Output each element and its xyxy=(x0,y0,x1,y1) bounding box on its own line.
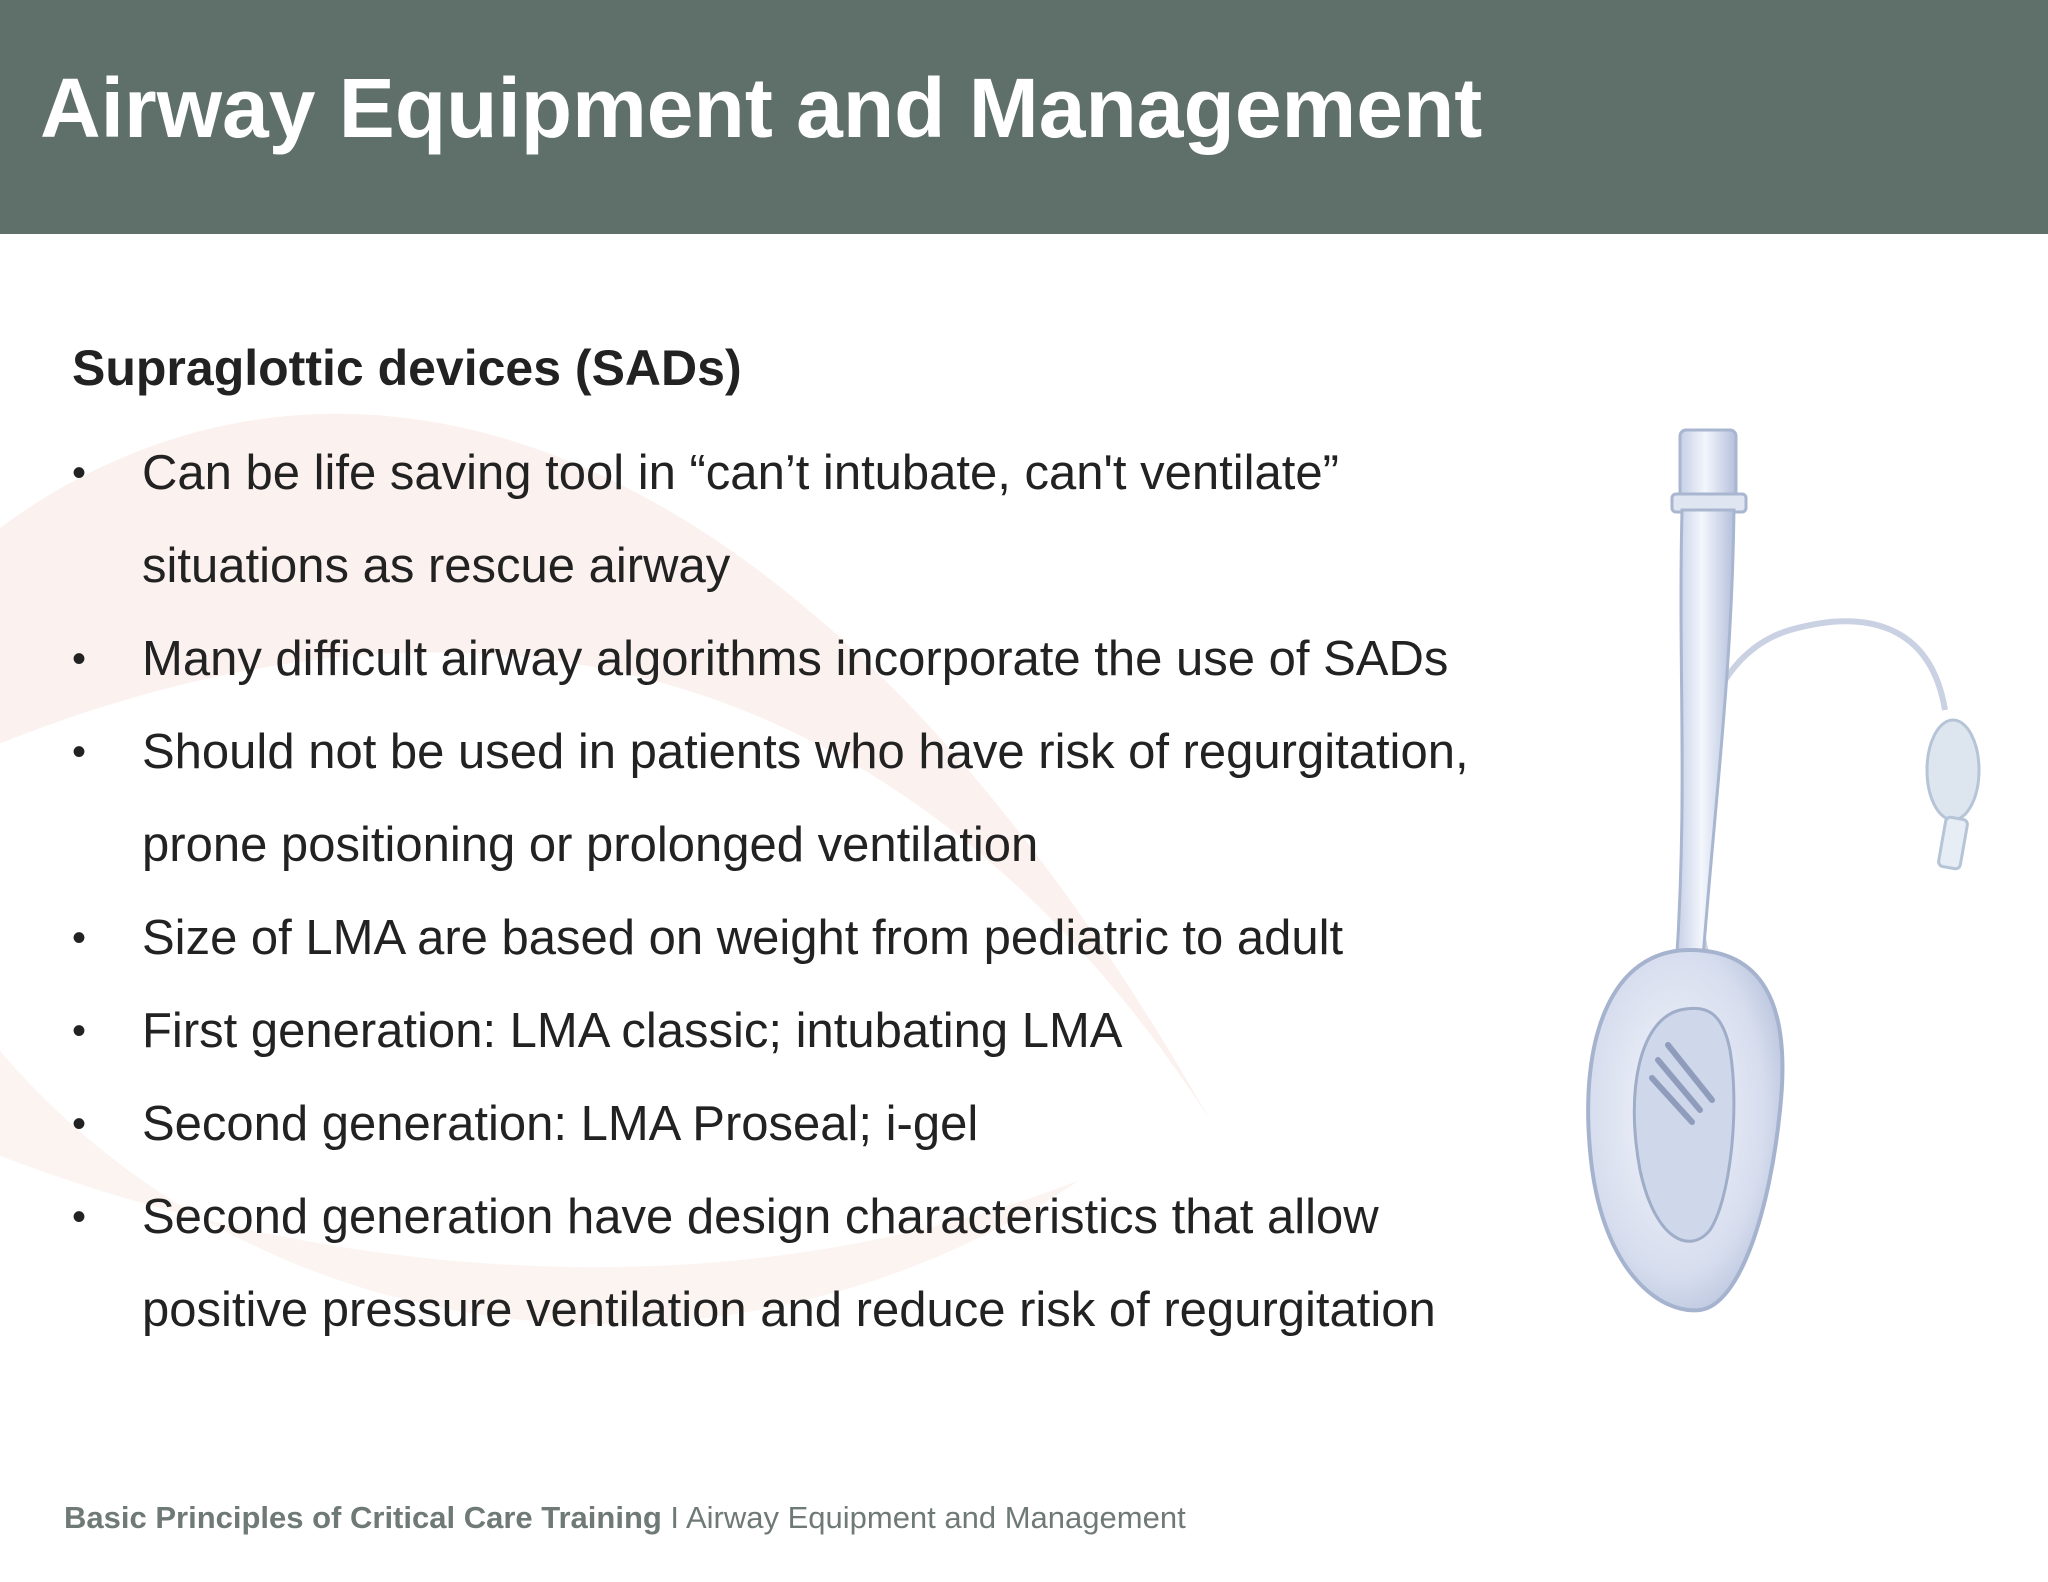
bullet-item xyxy=(72,706,1522,892)
bullet-item xyxy=(72,1078,1572,1171)
bullet-text: Size of LMA are based on weight from pediatric to adult xyxy=(142,911,1344,965)
title-bar xyxy=(0,0,2048,234)
bullet-text: Second generation have design characteristics that allow positive pressure ventilation and reduce risk of regurgitation xyxy=(142,1190,1436,1337)
bullet-text: Should not be used in patients who have risk of regurgitation, prone positioning or prolonged ventilation xyxy=(142,725,1469,872)
bullet-item xyxy=(72,427,1472,613)
bullet-text: Second generation: LMA Proseal; i-gel xyxy=(142,1097,979,1151)
bullet-icon: • xyxy=(72,637,87,681)
section-heading: Supraglottic devices (SADs) xyxy=(72,340,742,396)
bullet-list xyxy=(72,427,1572,1357)
bullet-text: Can be life saving tool in “can’t intubate, can't ventilate” situations as rescue airway xyxy=(142,446,1339,593)
bullet-icon: • xyxy=(72,1195,87,1239)
footer-section-name: Airway Equipment and Management xyxy=(685,1500,1186,1535)
bullet-icon: • xyxy=(72,1009,87,1053)
footer xyxy=(64,1500,1186,1536)
bullet-item xyxy=(72,892,1572,985)
bullet-icon: • xyxy=(72,451,87,495)
bullet-icon: • xyxy=(72,916,87,960)
bullet-icon: • xyxy=(72,1102,87,1146)
bullet-item xyxy=(72,1171,1542,1357)
bullet-icon: • xyxy=(72,730,87,774)
bullet-text: Many difficult airway algorithms incorporate the use of SADs xyxy=(142,632,1449,686)
bullet-item xyxy=(72,985,1572,1078)
bullet-item xyxy=(72,613,1572,706)
footer-course-name: Basic Principles of Critical Care Training xyxy=(64,1500,662,1535)
footer-separator: I xyxy=(661,1500,686,1535)
slide-title: Airway Equipment and Management xyxy=(40,61,1483,155)
bullet-text: First generation: LMA classic; intubating LMA xyxy=(142,1004,1123,1058)
laryngeal-mask-airway-illustration xyxy=(1570,410,2040,1330)
